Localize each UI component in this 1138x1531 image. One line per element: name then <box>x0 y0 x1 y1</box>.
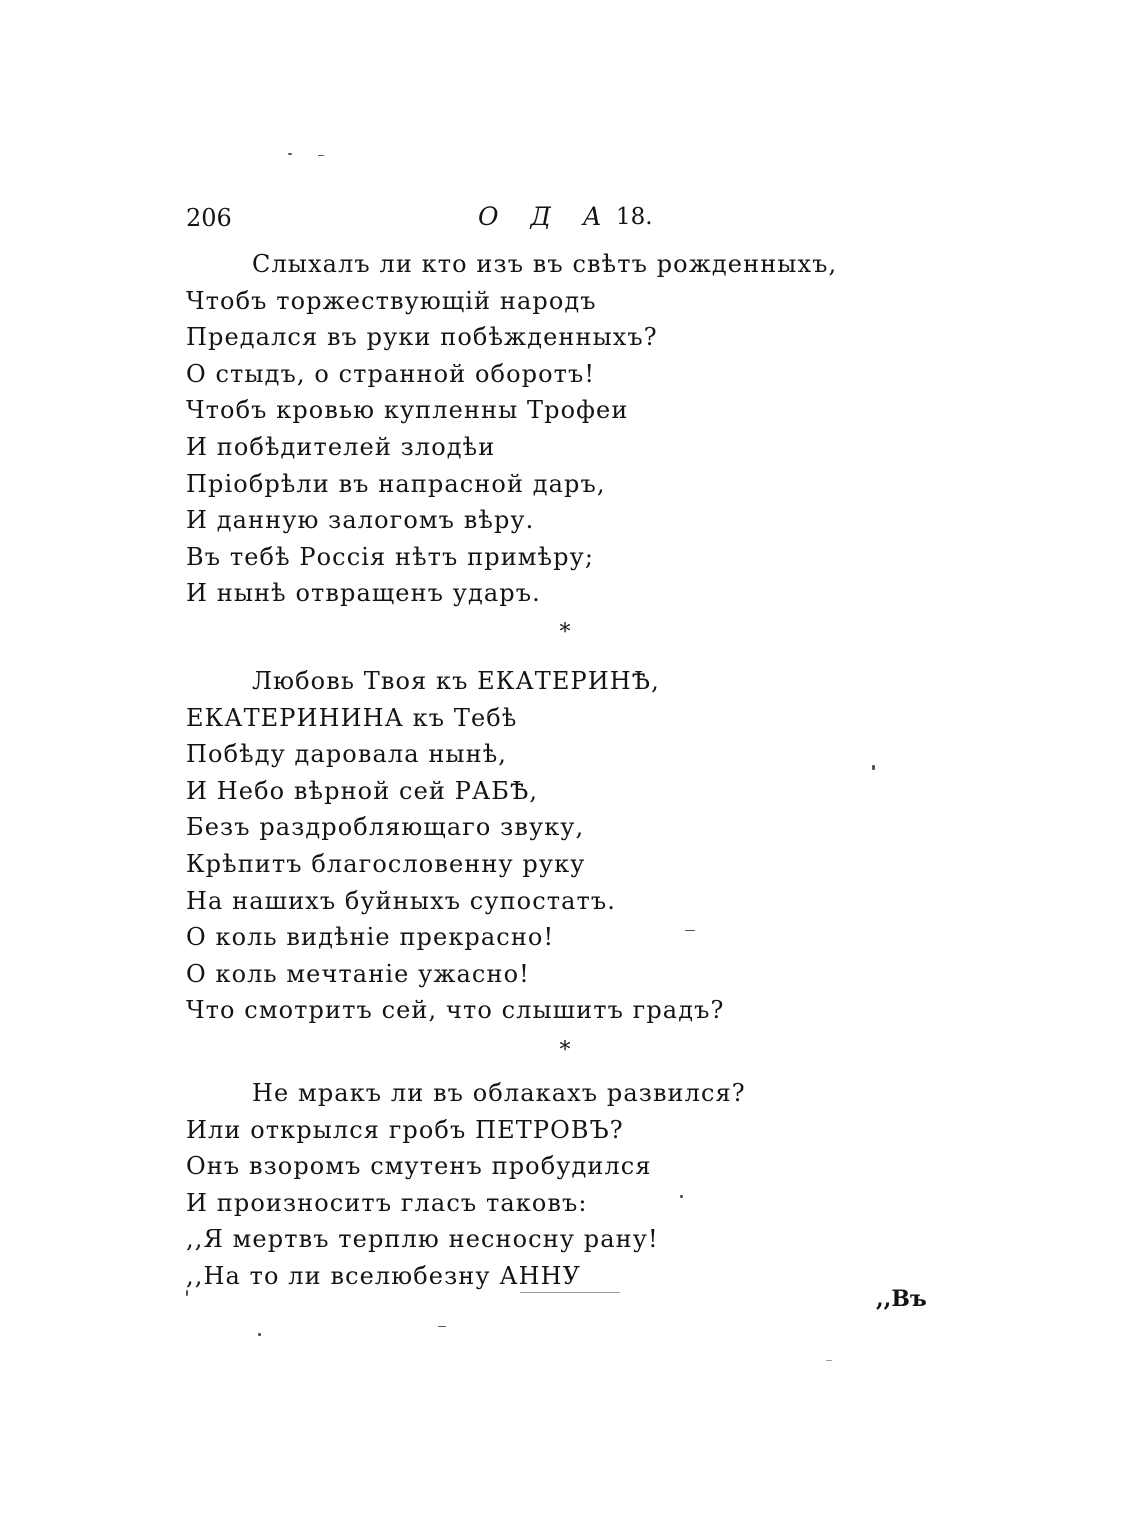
scan-speck <box>258 1333 261 1336</box>
verse-line: Предался въ руки побѣжденныхъ? <box>186 323 658 352</box>
verse-line: И Небо вѣрной сей РАБѢ, <box>186 776 539 805</box>
verse-line: О коль видѣніе прекрасно! <box>186 923 555 952</box>
verse-line: Побѣду даровала нынѣ, <box>186 740 508 769</box>
verse-line: Слыхалъ ли кто изъ въ свѣтъ рожденныхъ, <box>252 250 838 278</box>
page-header <box>186 200 666 240</box>
verse-line: Не мракъ ли въ облакахъ развился? <box>252 1079 746 1107</box>
verse-line: Пріобрѣли въ напрасной даръ, <box>186 469 606 498</box>
verse-line: И данную залогомъ вѣру. <box>186 506 535 535</box>
verse-line: Въ тебѣ Россія нѣтъ примѣру; <box>186 542 595 571</box>
scan-speck <box>826 1360 832 1361</box>
running-title: О Д А <box>478 202 614 231</box>
verse-line: О стыдъ, о странной оборотъ! <box>186 359 596 388</box>
scan-speck <box>318 155 324 156</box>
verse-line: На нашихъ буйныхъ супостатъ. <box>186 886 617 915</box>
verse-line: Чтобъ торжествующій народъ <box>186 286 597 315</box>
ode-number: 18. <box>616 204 653 230</box>
scan-speck <box>520 1292 620 1293</box>
verse-line: Онъ взоромъ смутенъ пробудился <box>186 1152 652 1181</box>
catchword: ,,Въ <box>876 1286 927 1312</box>
verse-line: Крѣпитъ благословенну руку <box>186 849 586 878</box>
stanza-2 <box>186 663 806 1029</box>
verse-line: ЕКАТЕРИНИНА къ Тебѣ <box>186 703 518 732</box>
stanza-separator: * <box>559 1038 571 1063</box>
scan-speck <box>680 1195 683 1198</box>
verse-line: И побѣдителей злодѣи <box>186 432 496 461</box>
verse-line: Что смотритъ сей, что слышитъ градъ? <box>186 996 725 1025</box>
verse-line: Любовь Твоя къ ЕКАТЕРИНѢ, <box>252 667 660 695</box>
verse-line: ,,Я мертвъ терплю несносну рану! <box>186 1225 659 1254</box>
page-number: 206 <box>186 204 232 232</box>
scan-speck <box>685 930 695 931</box>
verse-line: Чтобъ кровью купленны Трофеи <box>186 396 629 425</box>
verse-line: ,,На то ли вселюбезну АННУ <box>186 1261 582 1290</box>
verse-line: И нынѣ отвращенъ ударъ. <box>186 579 541 608</box>
stanza-separator: * <box>559 620 571 645</box>
scan-speck <box>872 765 875 770</box>
scan-speck <box>186 1290 188 1296</box>
scan-speck <box>438 1326 446 1327</box>
scan-speck <box>288 153 292 155</box>
verse-line: И произноситъ гласъ таковъ: <box>186 1188 588 1217</box>
verse-line: О коль мечтаніе ужасно! <box>186 959 530 988</box>
verse-line: Безъ раздробляющаго звуку, <box>186 813 585 842</box>
stanza-3 <box>186 1075 806 1295</box>
verse-line: Или открылся гробъ ПЕТРОВЪ? <box>186 1115 624 1144</box>
stanza-1 <box>186 246 838 612</box>
